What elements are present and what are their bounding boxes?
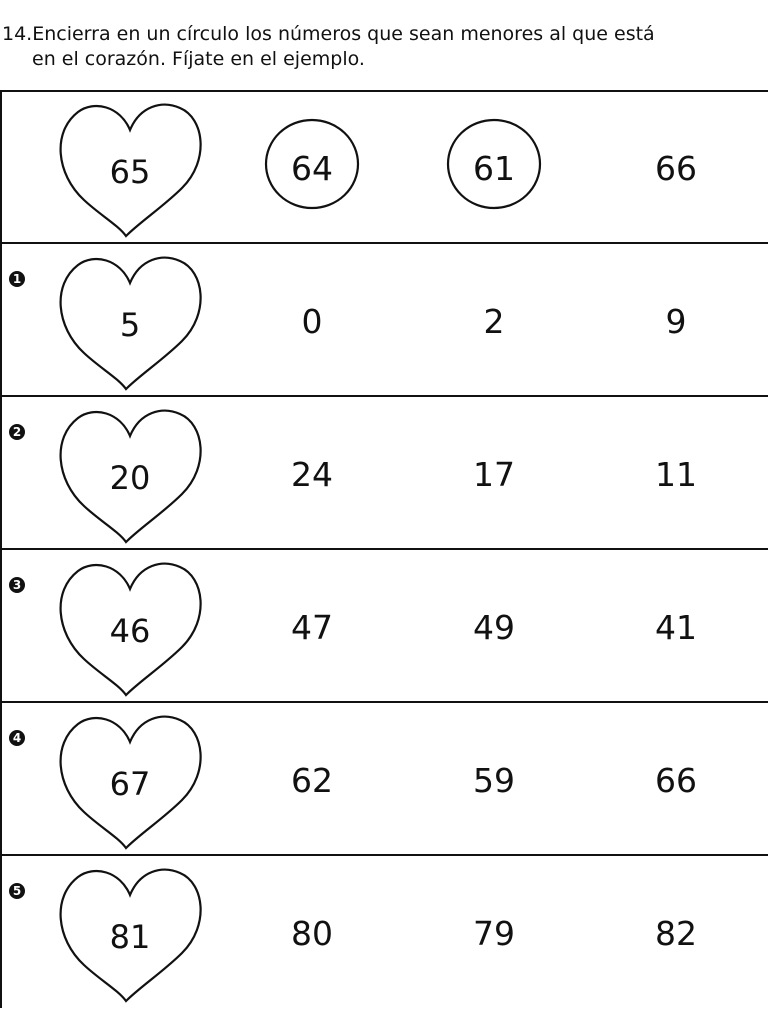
number-option: 59 — [473, 761, 515, 800]
number-option: 0 — [301, 302, 323, 341]
heart-number: 81 — [109, 918, 151, 956]
heart-number: 46 — [109, 612, 151, 650]
number-option: 62 — [291, 761, 333, 800]
exercise-grid — [0, 90, 768, 1024]
number-option: 66 — [655, 761, 697, 800]
instructions-text-1: Encierra en un círculo los números que sean menores al que está — [32, 23, 655, 45]
heart-number: 65 — [109, 153, 151, 191]
number-option: 9 — [665, 302, 687, 341]
number-option: 11 — [655, 455, 697, 494]
instructions-line-1 — [2, 22, 768, 47]
row-bullet-number: 5 — [12, 884, 22, 898]
number-option: 82 — [655, 914, 697, 953]
exercise-number: 14. — [2, 23, 33, 45]
number-option: 41 — [655, 608, 697, 647]
heart-number: 5 — [119, 306, 141, 344]
number-option: 79 — [473, 914, 515, 953]
row-bullet-number: 1 — [12, 272, 22, 286]
number-option: 2 — [483, 302, 505, 341]
exercise-table — [0, 90, 768, 1024]
heart-number: 67 — [109, 765, 151, 803]
number-option: 80 — [291, 914, 333, 953]
heart-number: 20 — [109, 459, 151, 497]
number-option: 17 — [473, 455, 515, 494]
row-bullet-number: 3 — [12, 578, 22, 592]
number-option: 64 — [291, 149, 333, 188]
number-option: 61 — [473, 149, 515, 188]
row-bullet-number: 2 — [12, 425, 22, 439]
instructions — [2, 22, 768, 72]
number-option: 49 — [473, 608, 515, 647]
number-option: 24 — [291, 455, 333, 494]
number-option: 66 — [655, 149, 697, 188]
instructions-line-2: en el corazón. Fíjate en el ejemplo. — [32, 48, 365, 70]
number-option: 47 — [291, 608, 333, 647]
row-bullet-number: 4 — [12, 731, 22, 745]
